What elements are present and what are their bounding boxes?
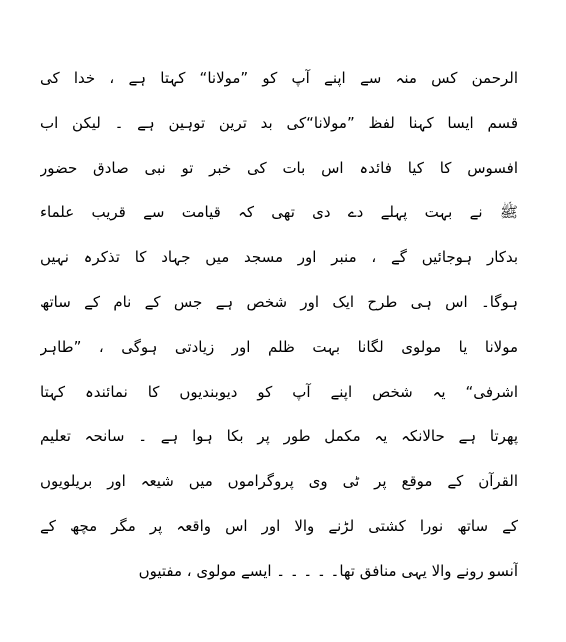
text-line: الرحمن کس منہ سے اپنے آپ کو ”مولانا“ کہتا ہے ، خدا کی	[40, 69, 518, 87]
text-line: ہوگا۔ اس ہی طرح ایک اور شخص ہے جس کے نام کے ساتھ	[40, 292, 518, 311]
text-line: آنسو رونے والا یہی منافق تھا۔ ۔ ۔ ۔ ۔ ایسے مولوی ، مفتیوں	[138, 561, 518, 580]
text-line: پھرتا ہے حالانکہ یہ مکمل طور پر بکا ہوا ہے ۔ سانحہ تعلیم	[40, 427, 518, 446]
text-line: افسوس کا کیا فائدہ اس بات کی خبر تو نبی صادق حضور	[40, 158, 518, 177]
text-line: مولانا یا مولوی لگانا بہت ظلم اور زیادتی ہوگی ، ”طاہر	[40, 337, 518, 356]
text-line: قسم ایسا کہنا لفظ ”مولانا“کی بد ترین توہین ہے ۔ لیکن اب	[40, 113, 518, 132]
text-line: اشرفی“ یہ شخص اپنے آپ کو دیوبندیوں کا نمائندہ کہتا	[40, 382, 518, 401]
text-line: القرآن کے موقع پر ٹی وی پروگراموں میں شیعہ اور بریلویوں	[40, 472, 518, 491]
text-line: کے ساتھ نورا کشتی لڑنے والا اور اس واقعہ پر مگر مچھ کے	[40, 516, 518, 535]
text-line: بدکار ہوجائیں گے ، منبر اور مسجد میں جہاد کا تذکرہ نہیں	[40, 248, 518, 267]
text-line: ﷺ نے بہت پہلے دے دی تھی کہ قیامت سے قریب علماء	[40, 203, 518, 222]
body-text	[40, 56, 518, 594]
